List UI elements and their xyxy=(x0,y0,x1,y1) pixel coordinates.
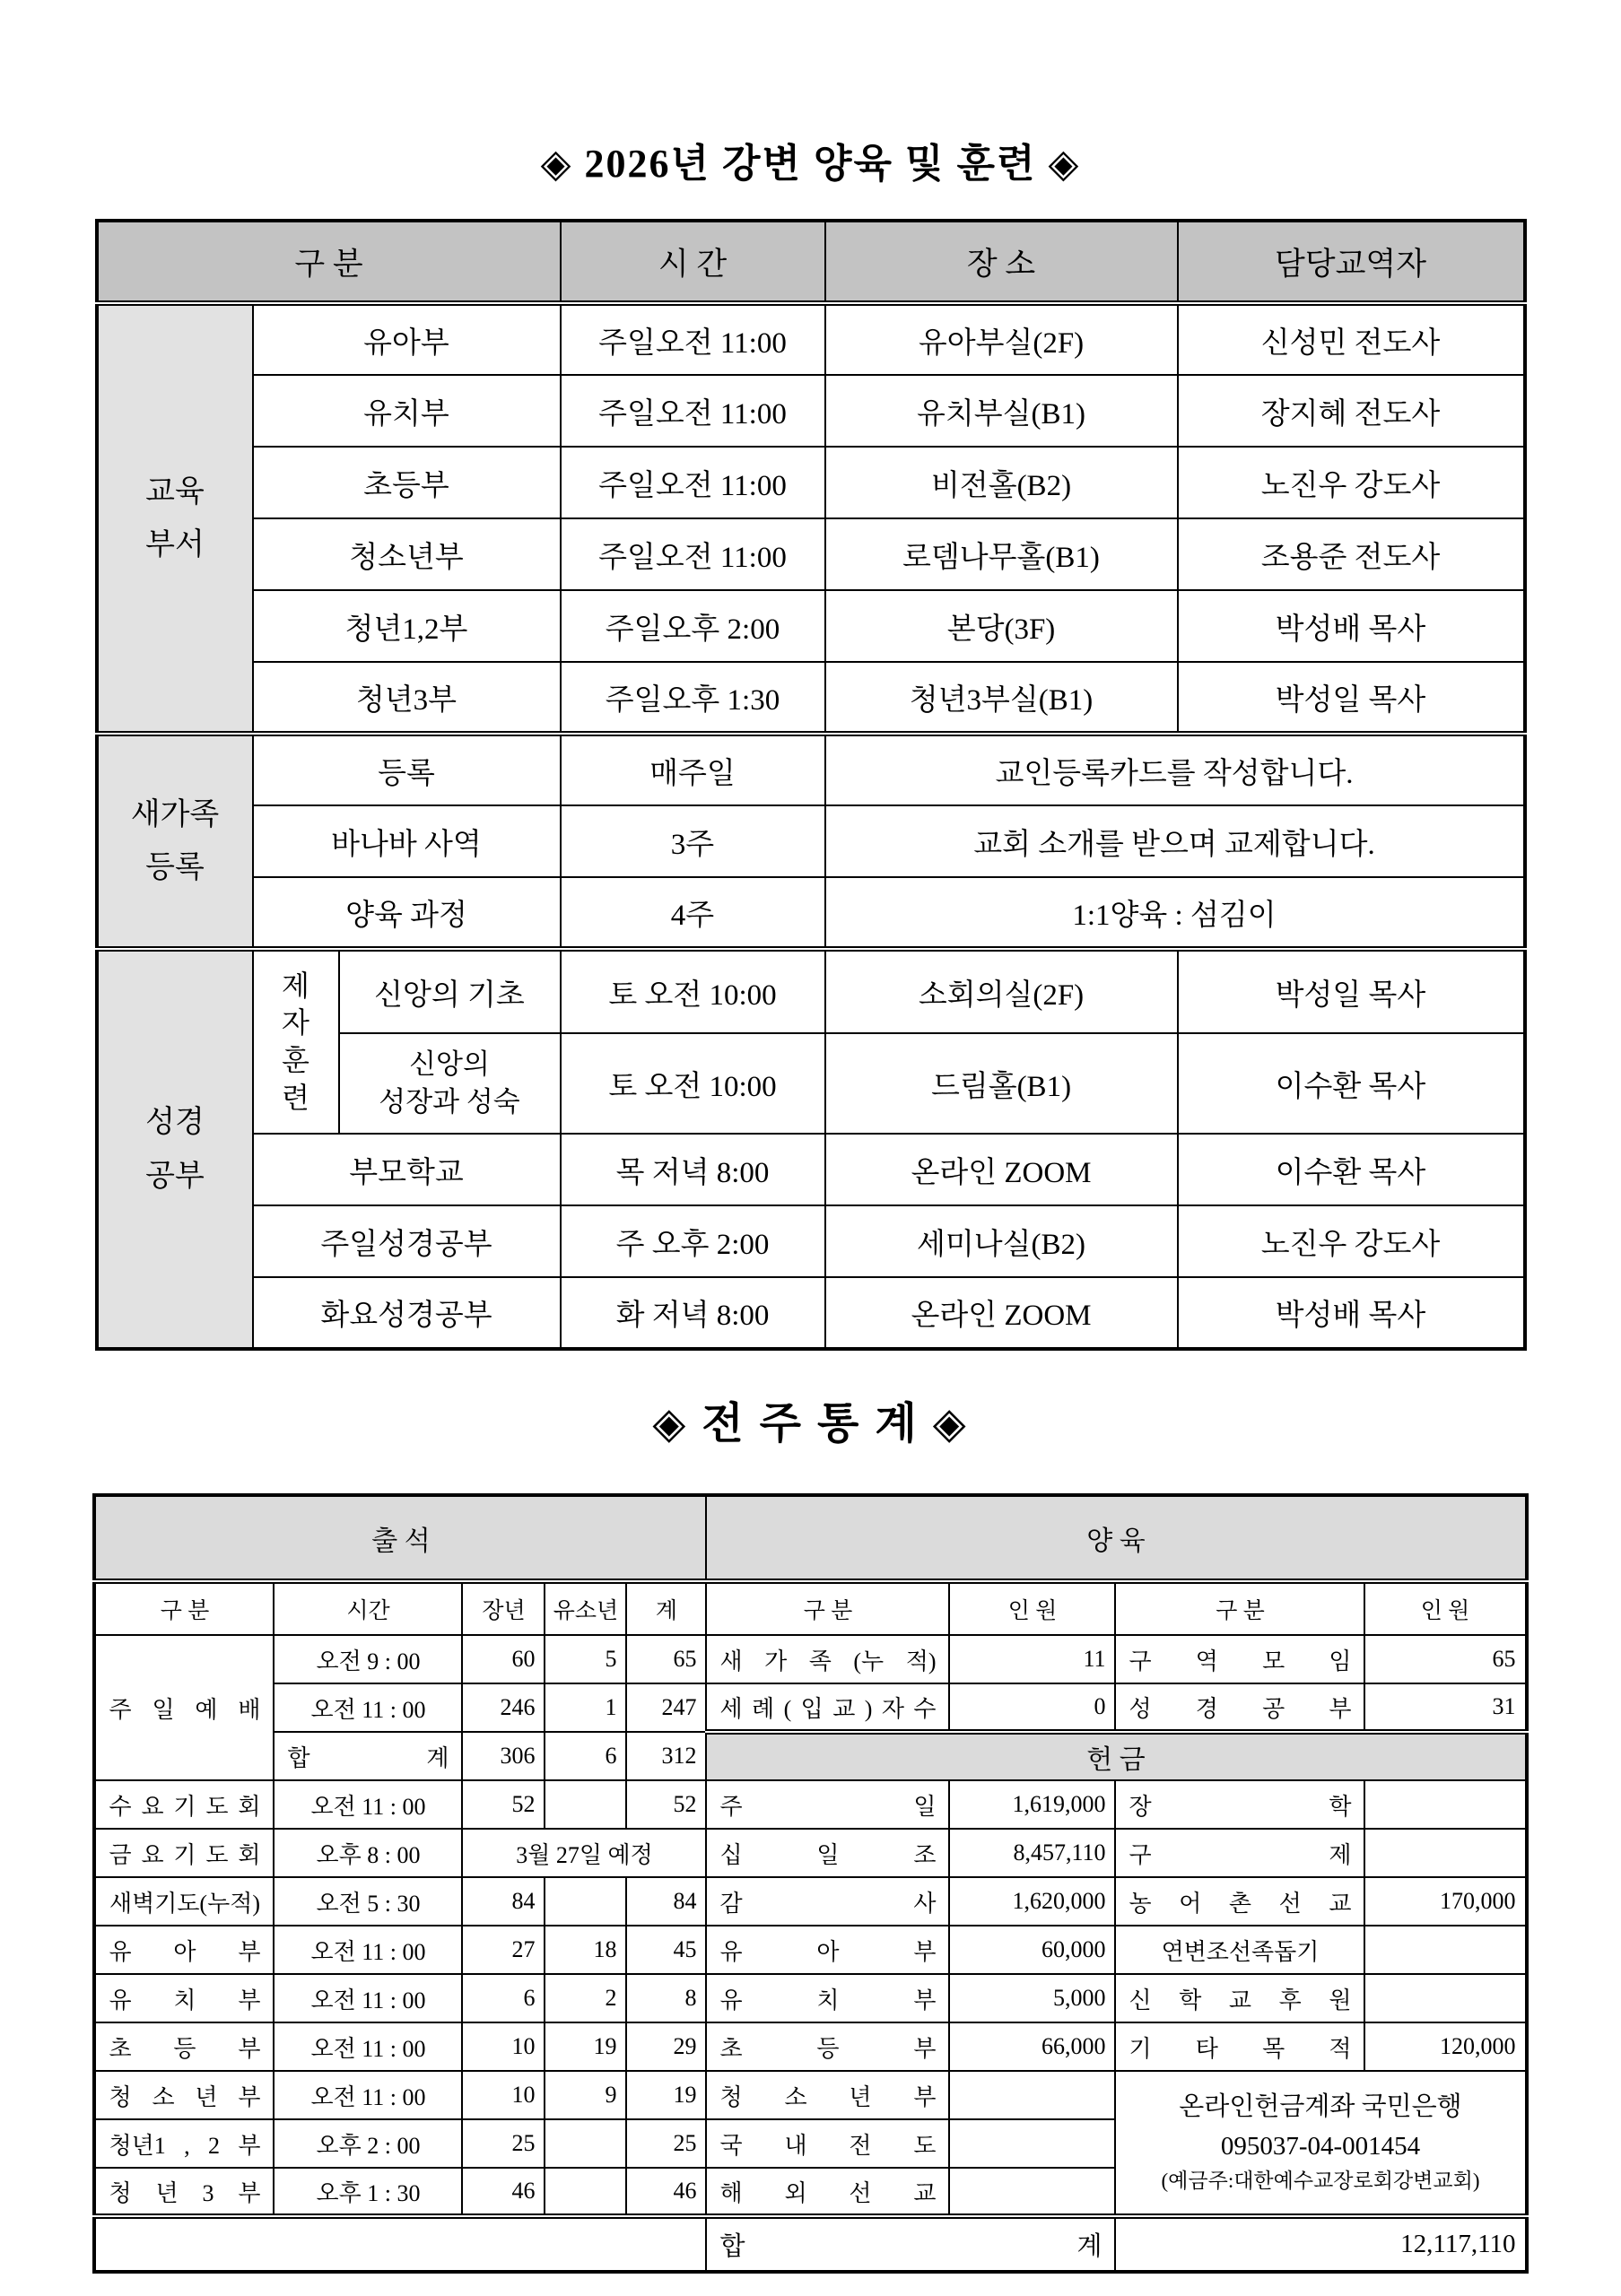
program-name-line: 성장과 성숙 xyxy=(379,1086,520,1118)
group-header-offering: 헌 금 xyxy=(706,1732,1526,1780)
total-count: 8 xyxy=(626,1974,706,2022)
table-row xyxy=(94,1926,1526,1974)
col-header-count: 인 원 xyxy=(949,1581,1115,1635)
offering-name: 십 일 조 xyxy=(706,1829,949,1877)
total-count: 247 xyxy=(626,1683,706,1732)
adult-count: 25 xyxy=(462,2119,545,2168)
time-cell: 주일오전 11:00 xyxy=(561,375,825,447)
table-row xyxy=(94,1683,1526,1732)
place-cell: 세미나실(B2) xyxy=(825,1205,1178,1277)
offering-name: 농 어 촌 선 교 xyxy=(1115,1877,1364,1926)
time-cell: 오전 11 : 00 xyxy=(274,1974,462,2022)
table-row xyxy=(94,2022,1526,2071)
group-label-newcomer xyxy=(97,734,253,949)
table-row xyxy=(94,1780,1526,1829)
grand-total-value: 12,117,110 xyxy=(1115,2216,1526,2272)
time-cell: 주일오전 11:00 xyxy=(561,303,825,375)
total-count: 19 xyxy=(626,2071,706,2119)
program-name: 등록 xyxy=(253,734,561,805)
time-cell: 주일오후 1:30 xyxy=(561,662,825,734)
place-cell: 유아부실(2F) xyxy=(825,303,1178,375)
weekly-stats-table xyxy=(92,1493,1528,2274)
offering-name: 기 타 목 적 xyxy=(1115,2022,1364,2071)
table-row xyxy=(97,734,1525,805)
time-cell: 오전 11 : 00 xyxy=(274,2071,462,2119)
program-name: 유아부 xyxy=(253,303,561,375)
time-cell: 토 오전 10:00 xyxy=(561,1033,825,1134)
place-cell: 비전홀(B2) xyxy=(825,447,1178,518)
nurture-name: 성 경 공 부 xyxy=(1115,1683,1364,1732)
youth-count: 9 xyxy=(545,2071,626,2119)
time-cell: 오전 11 : 00 xyxy=(274,1780,462,1829)
group-label-line: 교육 xyxy=(145,474,205,509)
offering-name: 구 제 xyxy=(1115,1829,1364,1877)
total-count: 29 xyxy=(626,2022,706,2071)
col-header-category: 구 분 xyxy=(97,221,561,303)
offering-name: 유 아 부 xyxy=(706,1926,949,1974)
offering-amount xyxy=(1364,1974,1526,2022)
group-label-line: 부서 xyxy=(145,528,205,561)
minister-cell: 신성민 전도사 xyxy=(1178,303,1525,375)
time-cell: 오전 11 : 00 xyxy=(274,1926,462,1974)
offering-name: 감 사 xyxy=(706,1877,949,1926)
table-row xyxy=(97,303,1525,375)
col-header-category: 구 분 xyxy=(1115,1581,1364,1635)
minister-cell: 이수환 목사 xyxy=(1178,1134,1525,1205)
description-cell: 교회 소개를 받으며 교제합니다. xyxy=(825,805,1525,877)
youth-count: 6 xyxy=(545,1732,626,1780)
program-name: 청년3부 xyxy=(253,662,561,734)
note-cell: 3월 27일 예정 xyxy=(462,1829,706,1877)
offering-amount xyxy=(1364,1780,1526,1829)
col-header-place: 장 소 xyxy=(825,221,1178,303)
attendance-name: 새벽기도(누적) xyxy=(94,1877,274,1926)
attendance-name: 주 일 예 배 xyxy=(94,1635,274,1780)
subtotal-label: 합 계 xyxy=(274,1732,462,1780)
adult-count: 6 xyxy=(462,1974,545,2022)
attendance-name: 수 요 기 도 회 xyxy=(94,1780,274,1829)
account-bank-line: 온라인헌금계좌 국민은행 xyxy=(1179,2092,1462,2122)
youth-count: 19 xyxy=(545,2022,626,2071)
time-cell: 주일오전 11:00 xyxy=(561,518,825,590)
adult-count: 10 xyxy=(462,2071,545,2119)
program-name: 부모학교 xyxy=(253,1134,561,1205)
nurture-count: 0 xyxy=(949,1683,1115,1732)
offering-name: 장 학 xyxy=(1115,1780,1364,1829)
col-header-category: 구 분 xyxy=(706,1581,949,1635)
minister-cell: 노진우 강도사 xyxy=(1178,1205,1525,1277)
table-row xyxy=(94,1732,1526,1780)
minister-cell: 노진우 강도사 xyxy=(1178,447,1525,518)
col-header-count: 인 원 xyxy=(1364,1581,1526,1635)
attendance-name: 청년1 , 2 부 xyxy=(94,2119,274,2168)
program-name xyxy=(339,1033,561,1134)
total-count: 312 xyxy=(626,1732,706,1780)
table-row xyxy=(97,949,1525,1033)
place-cell: 청년3부실(B1) xyxy=(825,662,1178,734)
total-count: 46 xyxy=(626,2168,706,2216)
description-cell: 교인등록카드를 작성합니다. xyxy=(825,734,1525,805)
offering-amount xyxy=(1364,1926,1526,1974)
discipleship-label: 제자훈련 xyxy=(253,949,339,1134)
offering-amount: 60,000 xyxy=(949,1926,1115,1974)
program-name: 초등부 xyxy=(253,447,561,518)
col-header-time: 시간 xyxy=(274,1581,462,1635)
total-count: 65 xyxy=(626,1635,706,1683)
offering-amount: 1,619,000 xyxy=(949,1780,1115,1829)
offering-amount xyxy=(949,2071,1115,2119)
time-cell: 오전 9 : 00 xyxy=(274,1635,462,1683)
attendance-name: 청 소 년 부 xyxy=(94,2071,274,2119)
time-cell: 4주 xyxy=(561,877,825,949)
adult-count: 52 xyxy=(462,1780,545,1829)
minister-cell: 박성배 목사 xyxy=(1178,1277,1525,1349)
minister-cell: 장지혜 전도사 xyxy=(1178,375,1525,447)
table-header-row xyxy=(97,221,1525,303)
total-count: 52 xyxy=(626,1780,706,1829)
offering-name: 주 일 xyxy=(706,1780,949,1829)
attendance-name: 금 요 기 도 회 xyxy=(94,1829,274,1877)
table-row xyxy=(97,375,1525,447)
table-row xyxy=(97,1134,1525,1205)
adult-count: 246 xyxy=(462,1683,545,1732)
online-offering-account xyxy=(1115,2071,1526,2216)
minister-cell: 조용준 전도사 xyxy=(1178,518,1525,590)
stats-table-title: ◈ 전 주 통 계 ◈ xyxy=(652,1400,969,1448)
nurture-count: 11 xyxy=(949,1635,1115,1683)
attendance-name: 유 아 부 xyxy=(94,1926,274,1974)
table-row xyxy=(97,805,1525,877)
place-cell: 본당(3F) xyxy=(825,590,1178,662)
group-label-education xyxy=(97,303,253,734)
attendance-name: 유 치 부 xyxy=(94,1974,274,2022)
time-cell: 주일오후 2:00 xyxy=(561,590,825,662)
group-label-line: 새가족 xyxy=(130,797,220,831)
offering-name: 해 외 선 교 xyxy=(706,2168,949,2216)
column-header-row xyxy=(94,1581,1526,1635)
table-row xyxy=(94,1974,1526,2022)
time-cell: 주 오후 2:00 xyxy=(561,1205,825,1277)
table-row xyxy=(97,662,1525,734)
col-header-total: 계 xyxy=(626,1581,706,1635)
group-header-row xyxy=(94,1495,1526,1581)
time-cell: 오전 11 : 00 xyxy=(274,1683,462,1732)
program-name: 신앙의 기초 xyxy=(339,949,561,1033)
program-name-line: 신앙의 xyxy=(409,1048,490,1081)
group-label-bible-study xyxy=(97,949,253,1349)
adult-count: 10 xyxy=(462,2022,545,2071)
place-cell: 로뎀나무홀(B1) xyxy=(825,518,1178,590)
table-row xyxy=(94,1877,1526,1926)
time-cell: 토 오전 10:00 xyxy=(561,949,825,1033)
nurture-name: 구 역 모 임 xyxy=(1115,1635,1364,1683)
group-header-nurture: 양 육 xyxy=(706,1495,1526,1581)
place-cell: 온라인 ZOOM xyxy=(825,1134,1178,1205)
offering-amount: 8,457,110 xyxy=(949,1829,1115,1877)
youth-count xyxy=(545,2168,626,2216)
offering-name: 유 치 부 xyxy=(706,1974,949,2022)
adult-count: 84 xyxy=(462,1877,545,1926)
total-count: 84 xyxy=(626,1877,706,1926)
program-name: 양육 과정 xyxy=(253,877,561,949)
table-row xyxy=(97,1277,1525,1349)
minister-cell: 이수환 목사 xyxy=(1178,1033,1525,1134)
adult-count: 46 xyxy=(462,2168,545,2216)
time-cell: 오전 11 : 00 xyxy=(274,2022,462,2071)
time-cell: 3주 xyxy=(561,805,825,877)
offering-amount xyxy=(949,2168,1115,2216)
program-name: 화요성경공부 xyxy=(253,1277,561,1349)
table-row xyxy=(94,1829,1526,1877)
program-name: 유치부 xyxy=(253,375,561,447)
time-cell: 오후 8 : 00 xyxy=(274,1829,462,1877)
offering-name: 청 소 년 부 xyxy=(706,2071,949,2119)
group-label-line: 성경 xyxy=(145,1106,205,1139)
account-number: 095037-04-001454 xyxy=(1220,2131,1421,2161)
youth-count: 18 xyxy=(545,1926,626,1974)
nurture-name: 새 가 족 (누 적) xyxy=(706,1635,949,1683)
youth-count xyxy=(545,2119,626,2168)
group-label-line: 등록 xyxy=(145,851,205,884)
table-row xyxy=(94,1635,1526,1683)
total-count: 45 xyxy=(626,1926,706,1974)
nurture-name: 세 례 ( 입 교 ) 자 수 xyxy=(706,1683,949,1732)
col-header-minister: 담당교역자 xyxy=(1178,221,1525,303)
table-row xyxy=(97,1205,1525,1277)
attendance-name: 청 년 3 부 xyxy=(94,2168,274,2216)
offering-amount: 170,000 xyxy=(1364,1877,1526,1926)
program-name: 청년1,2부 xyxy=(253,590,561,662)
group-header-attendance: 출 석 xyxy=(94,1495,706,1581)
account-holder: (예금주:대한예수교장로회강변교회) xyxy=(1161,2170,1480,2193)
minister-cell: 박성배 목사 xyxy=(1178,590,1525,662)
offering-name: 국 내 전 도 xyxy=(706,2119,949,2168)
minister-cell: 박성일 목사 xyxy=(1178,662,1525,734)
adult-count: 60 xyxy=(462,1635,545,1683)
time-cell: 오후 2 : 00 xyxy=(274,2119,462,2168)
youth-count xyxy=(545,1780,626,1829)
training-table-title: ◈ 2026년 강변 양육 및 훈련 ◈ xyxy=(540,142,1081,186)
total-count: 25 xyxy=(626,2119,706,2168)
offering-amount xyxy=(949,2119,1115,2168)
offering-amount: 120,000 xyxy=(1364,2022,1526,2071)
col-header-adults: 장년 xyxy=(462,1581,545,1635)
group-label-line: 공부 xyxy=(145,1159,205,1193)
youth-count xyxy=(545,1877,626,1926)
program-name: 주일성경공부 xyxy=(253,1205,561,1277)
adult-count: 306 xyxy=(462,1732,545,1780)
minister-cell: 박성일 목사 xyxy=(1178,949,1525,1033)
attendance-name: 초 등 부 xyxy=(94,2022,274,2071)
nurture-count: 65 xyxy=(1364,1635,1526,1683)
time-cell: 매주일 xyxy=(561,734,825,805)
offering-amount: 1,620,000 xyxy=(949,1877,1115,1926)
offering-name: 연변조선족돕기 xyxy=(1115,1926,1364,1974)
table-row xyxy=(97,447,1525,518)
table-row xyxy=(97,518,1525,590)
offering-name: 신 학 교 후 원 xyxy=(1115,1974,1364,2022)
grand-total-row xyxy=(94,2216,1526,2272)
place-cell: 유치부실(B1) xyxy=(825,375,1178,447)
offering-amount: 66,000 xyxy=(949,2022,1115,2071)
program-name: 바나바 사역 xyxy=(253,805,561,877)
empty-cell xyxy=(94,2216,706,2272)
youth-count: 5 xyxy=(545,1635,626,1683)
adult-count: 27 xyxy=(462,1926,545,1974)
description-cell: 1:1양육 : 섬김이 xyxy=(825,877,1525,949)
offering-amount xyxy=(1364,1829,1526,1877)
nurture-count: 31 xyxy=(1364,1683,1526,1732)
table-row xyxy=(97,877,1525,949)
offering-amount: 5,000 xyxy=(949,1974,1115,2022)
col-header-time: 시 간 xyxy=(561,221,825,303)
youth-count: 1 xyxy=(545,1683,626,1732)
col-header-youth: 유소년 xyxy=(545,1581,626,1635)
time-cell: 오후 1 : 30 xyxy=(274,2168,462,2216)
place-cell: 온라인 ZOOM xyxy=(825,1277,1178,1349)
place-cell: 드림홀(B1) xyxy=(825,1033,1178,1134)
offering-name: 초 등 부 xyxy=(706,2022,949,2071)
grand-total-label: 합 계 xyxy=(706,2216,1115,2272)
table-row xyxy=(94,2071,1526,2119)
time-cell: 목 저녁 8:00 xyxy=(561,1134,825,1205)
program-name: 청소년부 xyxy=(253,518,561,590)
table-row xyxy=(97,590,1525,662)
training-table xyxy=(95,219,1527,1351)
youth-count: 2 xyxy=(545,1974,626,2022)
place-cell: 소회의실(2F) xyxy=(825,949,1178,1033)
col-header-category: 구 분 xyxy=(94,1581,274,1635)
time-cell: 화 저녁 8:00 xyxy=(561,1277,825,1349)
time-cell: 오전 5 : 30 xyxy=(274,1877,462,1926)
time-cell: 주일오전 11:00 xyxy=(561,447,825,518)
